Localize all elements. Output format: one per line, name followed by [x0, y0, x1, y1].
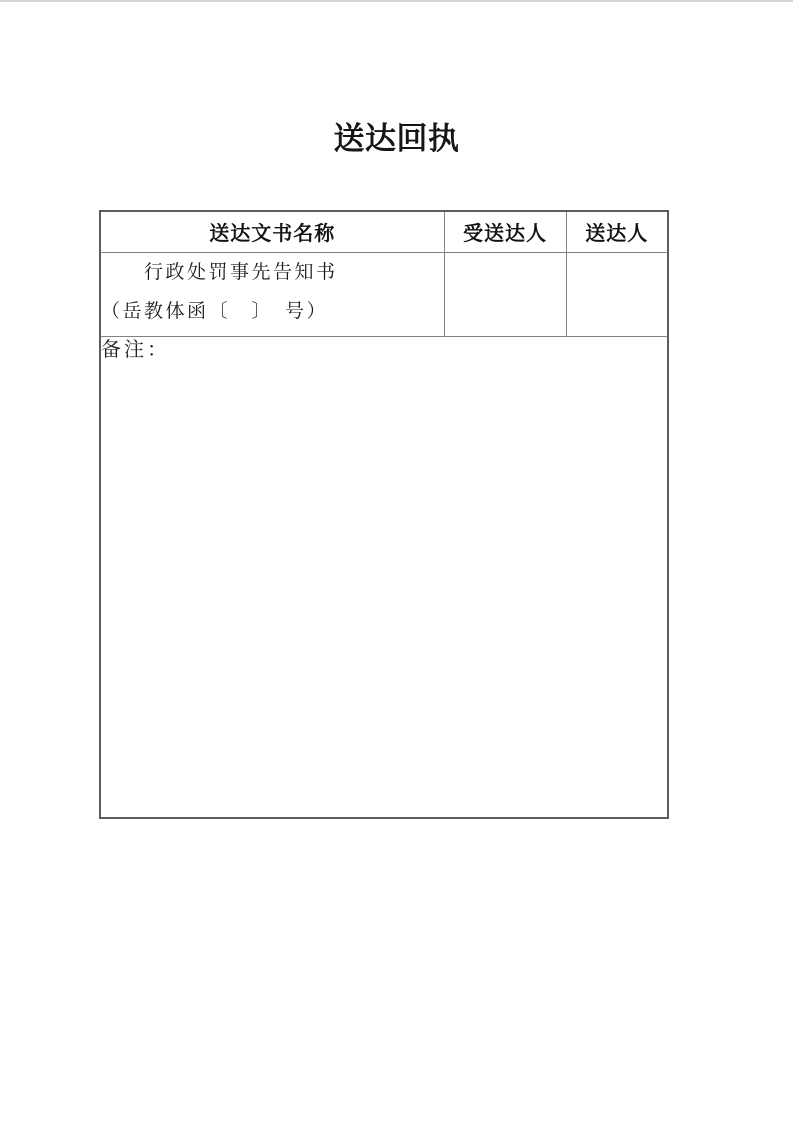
remarks-row	[100, 336, 668, 818]
remarks-label: 备注：	[101, 338, 170, 361]
table-row	[100, 252, 668, 336]
document-name-cell	[100, 252, 444, 336]
deliverer-signature-cell	[566, 252, 668, 336]
column-header-deliverer: 送达人	[566, 211, 668, 252]
document-number-text: （岳教体函〔 〕 号）	[101, 300, 329, 322]
delivery-receipt-table	[99, 210, 669, 819]
document-name-text: 行政处罚事先告知书	[144, 261, 338, 283]
remarks-cell	[100, 336, 668, 818]
page-top-edge	[0, 0, 793, 2]
recipient-signature-cell	[444, 252, 566, 336]
column-header-recipient: 受送达人	[444, 211, 566, 252]
column-header-document-name: 送达文书名称	[100, 211, 444, 252]
table-header-row	[100, 211, 668, 252]
page-title: 送达回执	[333, 121, 460, 156]
